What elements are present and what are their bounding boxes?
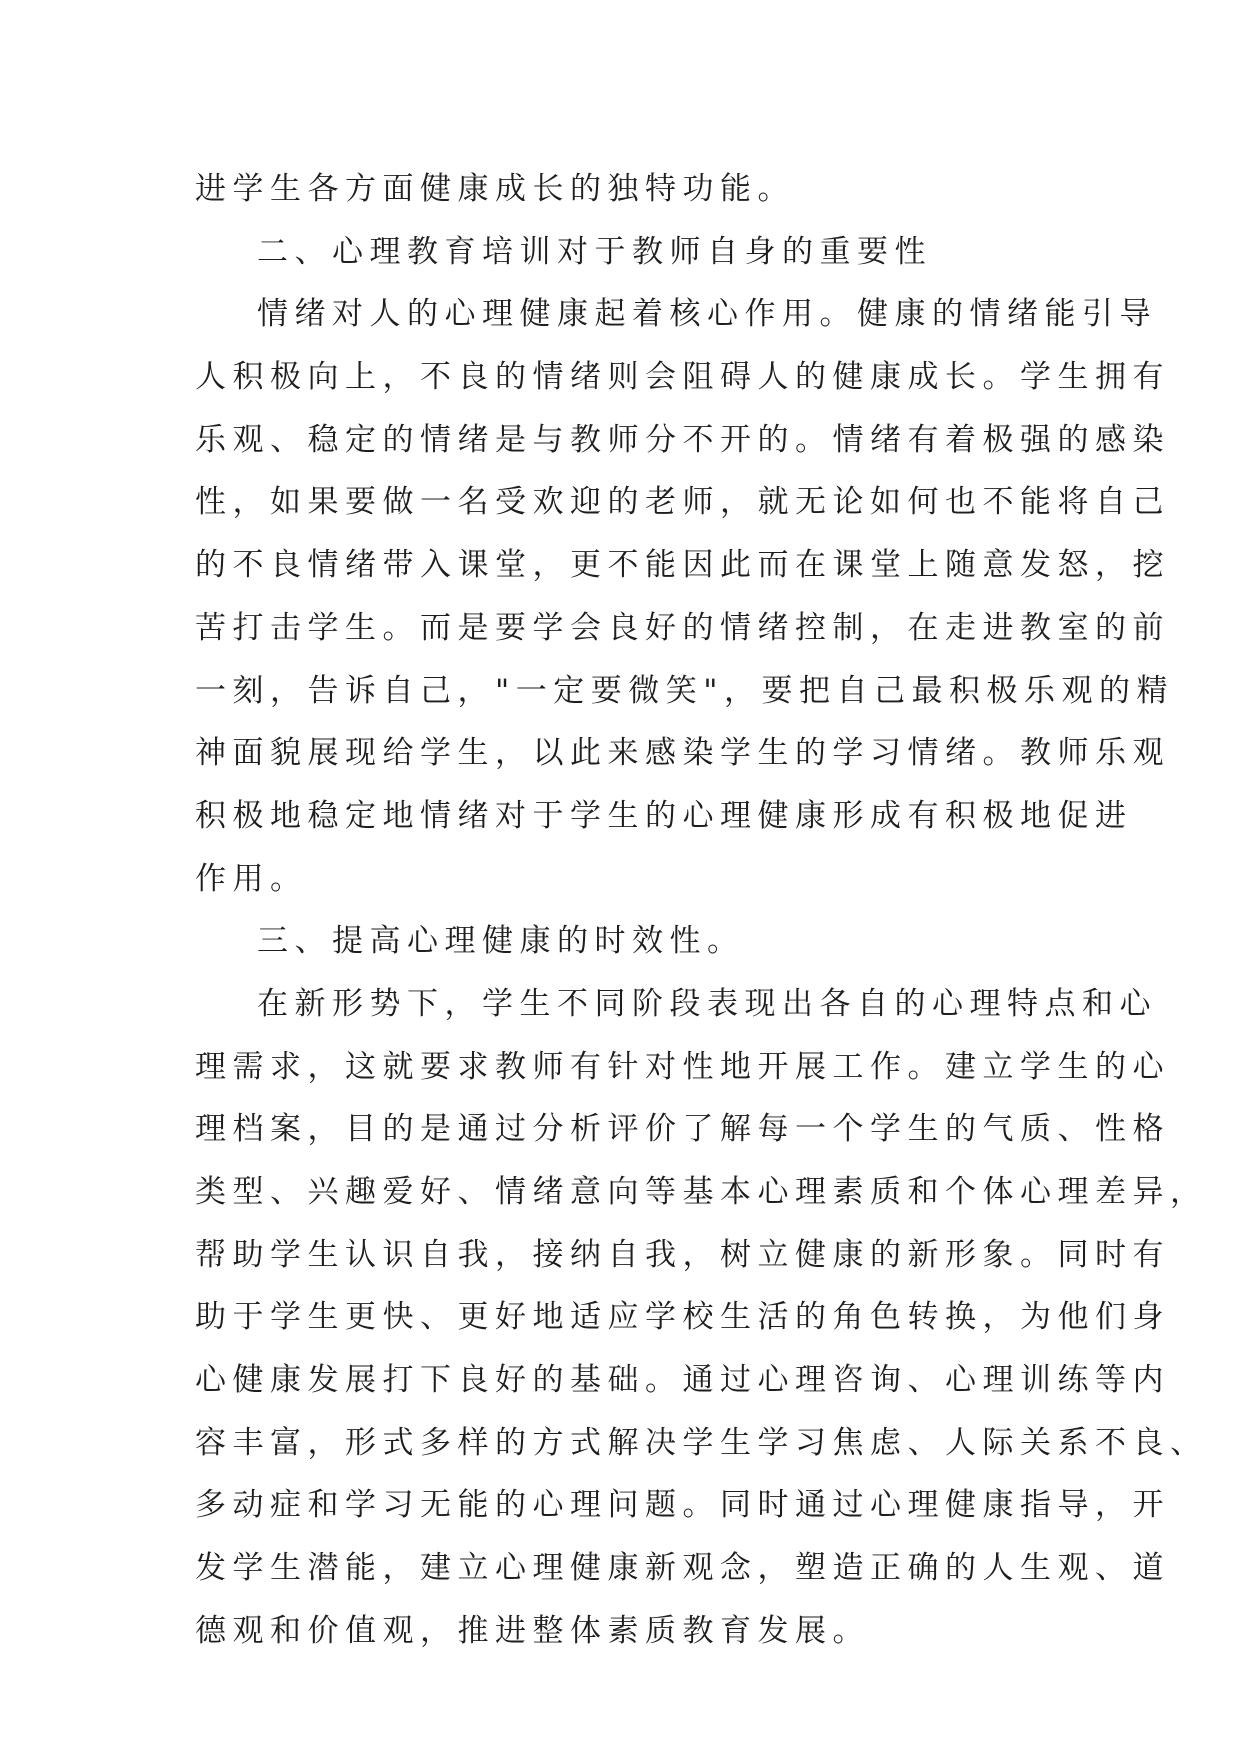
section-heading-2: 二、心理教育培训对于教师自身的重要性: [257, 233, 932, 270]
paragraph-line: 积极地稳定地情绪对于学生的心理健康形成有积极地促进: [195, 797, 1133, 834]
paragraph-line: 乐观、稳定的情绪是与教师分不开的。情绪有着极强的感染: [195, 421, 1170, 458]
paragraph-line: 在新形势下，学生不同阶段表现出各自的心理特点和心: [257, 985, 1157, 1022]
section-heading-3: 三、提高心理健康的时效性。: [257, 923, 745, 960]
paragraph-line: 性，如果要做一名受欢迎的老师，就无论如何也不能将自己: [195, 484, 1170, 521]
paragraph-line: 发学生潜能，建立心理健康新观念，塑造正确的人生观、道: [195, 1550, 1170, 1587]
document-body: [195, 158, 1208, 1663]
paragraph-line: 苦打击学生。而是要学会良好的情绪控制，在走进教室的前: [195, 609, 1170, 646]
paragraph-line: 助于学生更快、更好地适应学校生活的角色转换，为他们身: [195, 1299, 1170, 1336]
paragraph-line: 容丰富，形式多样的方式解决学生学习焦虑、人际关系不良、: [195, 1424, 1208, 1461]
paragraph-line: 心健康发展打下良好的基础。通过心理咨询、心理训练等内: [195, 1362, 1170, 1399]
paragraph-line: 进学生各方面健康成长的独特功能。: [195, 171, 795, 207]
paragraph-line: 人积极向上，不良的情绪则会阻碍人的健康成长。学生拥有: [195, 359, 1170, 396]
paragraph-line: 理档案，目的是通过分析评价了解每一个学生的气质、性格: [195, 1111, 1170, 1148]
paragraph-line: 理需求，这就要求教师有针对性地开展工作。建立学生的心: [195, 1048, 1170, 1085]
paragraph-line: 一刻，告诉自己，"一定要微笑"，要把自己最积极乐观的精: [195, 672, 1175, 709]
paragraph-line: 的不良情绪带入课堂，更不能因此而在课堂上随意发怒，挖: [195, 547, 1170, 584]
paragraph-line: 作用。: [195, 860, 308, 897]
paragraph-line: 类型、兴趣爱好、情绪意向等基本心理素质和个体心理差异，: [195, 1174, 1208, 1210]
paragraph-line: 情绪对人的心理健康起着核心作用。健康的情绪能引导: [257, 296, 1157, 333]
paragraph-line: 帮助学生认识自我，接纳自我，树立健康的新形象。同时有: [195, 1236, 1170, 1273]
paragraph-line: 德观和价值观，推进整体素质教育发展。: [195, 1612, 870, 1649]
paragraph-line: 神面貌展现给学生，以此来感染学生的学习情绪。教师乐观: [195, 735, 1170, 772]
paragraph-line: 多动症和学习无能的心理问题。同时通过心理健康指导，开: [195, 1487, 1170, 1524]
